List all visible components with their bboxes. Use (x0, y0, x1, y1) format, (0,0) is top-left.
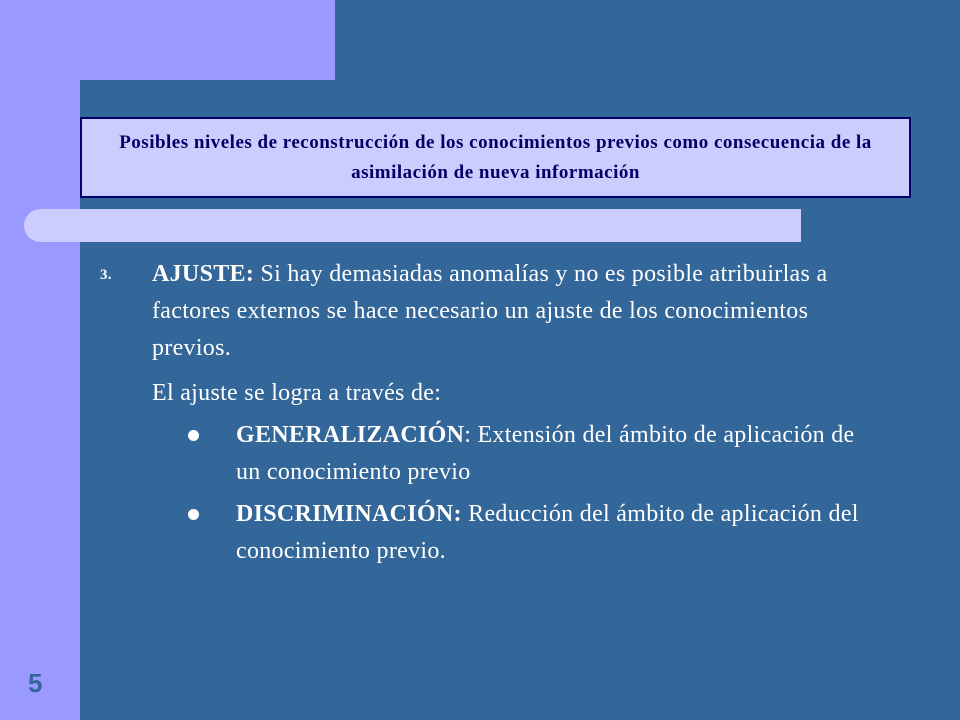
subitem-text: Reducción del ámbito de aplicación del conocimiento previo. (236, 501, 859, 564)
top-accent-block (80, 0, 335, 80)
subitem-text: : Extensión del ámbito de aplicación de un conocimiento previo (236, 422, 855, 485)
subitem-heading: GENERALIZACIÓN (236, 422, 465, 448)
intro-text: El ajuste se logra a través de: (152, 380, 442, 406)
title-box (80, 117, 911, 198)
decorative-bar (24, 209, 801, 242)
item-heading: AJUSTE: (152, 261, 255, 287)
item-number: 3. (100, 267, 112, 283)
slide-number: 5 (28, 668, 43, 698)
subitem-discriminacion (96, 496, 876, 570)
bullet-icon (188, 430, 199, 441)
list-item-ajuste (96, 256, 876, 367)
slide-title: Posibles niveles de reconstrucción de los conocimientos previos como consecuencia de la asimilación de nueva información (119, 131, 872, 183)
bullet-icon (188, 509, 199, 520)
slide-content (96, 256, 876, 570)
left-accent-strip (0, 0, 80, 720)
subitem-generalizacion (96, 417, 876, 491)
item-text: Si hay demasiadas anomalías y no es posible atribuirlas a factores externos se hace necesario un ajuste de los conocimientos previos. (152, 261, 828, 361)
subitem-heading: DISCRIMINACIÓN: (236, 501, 462, 527)
